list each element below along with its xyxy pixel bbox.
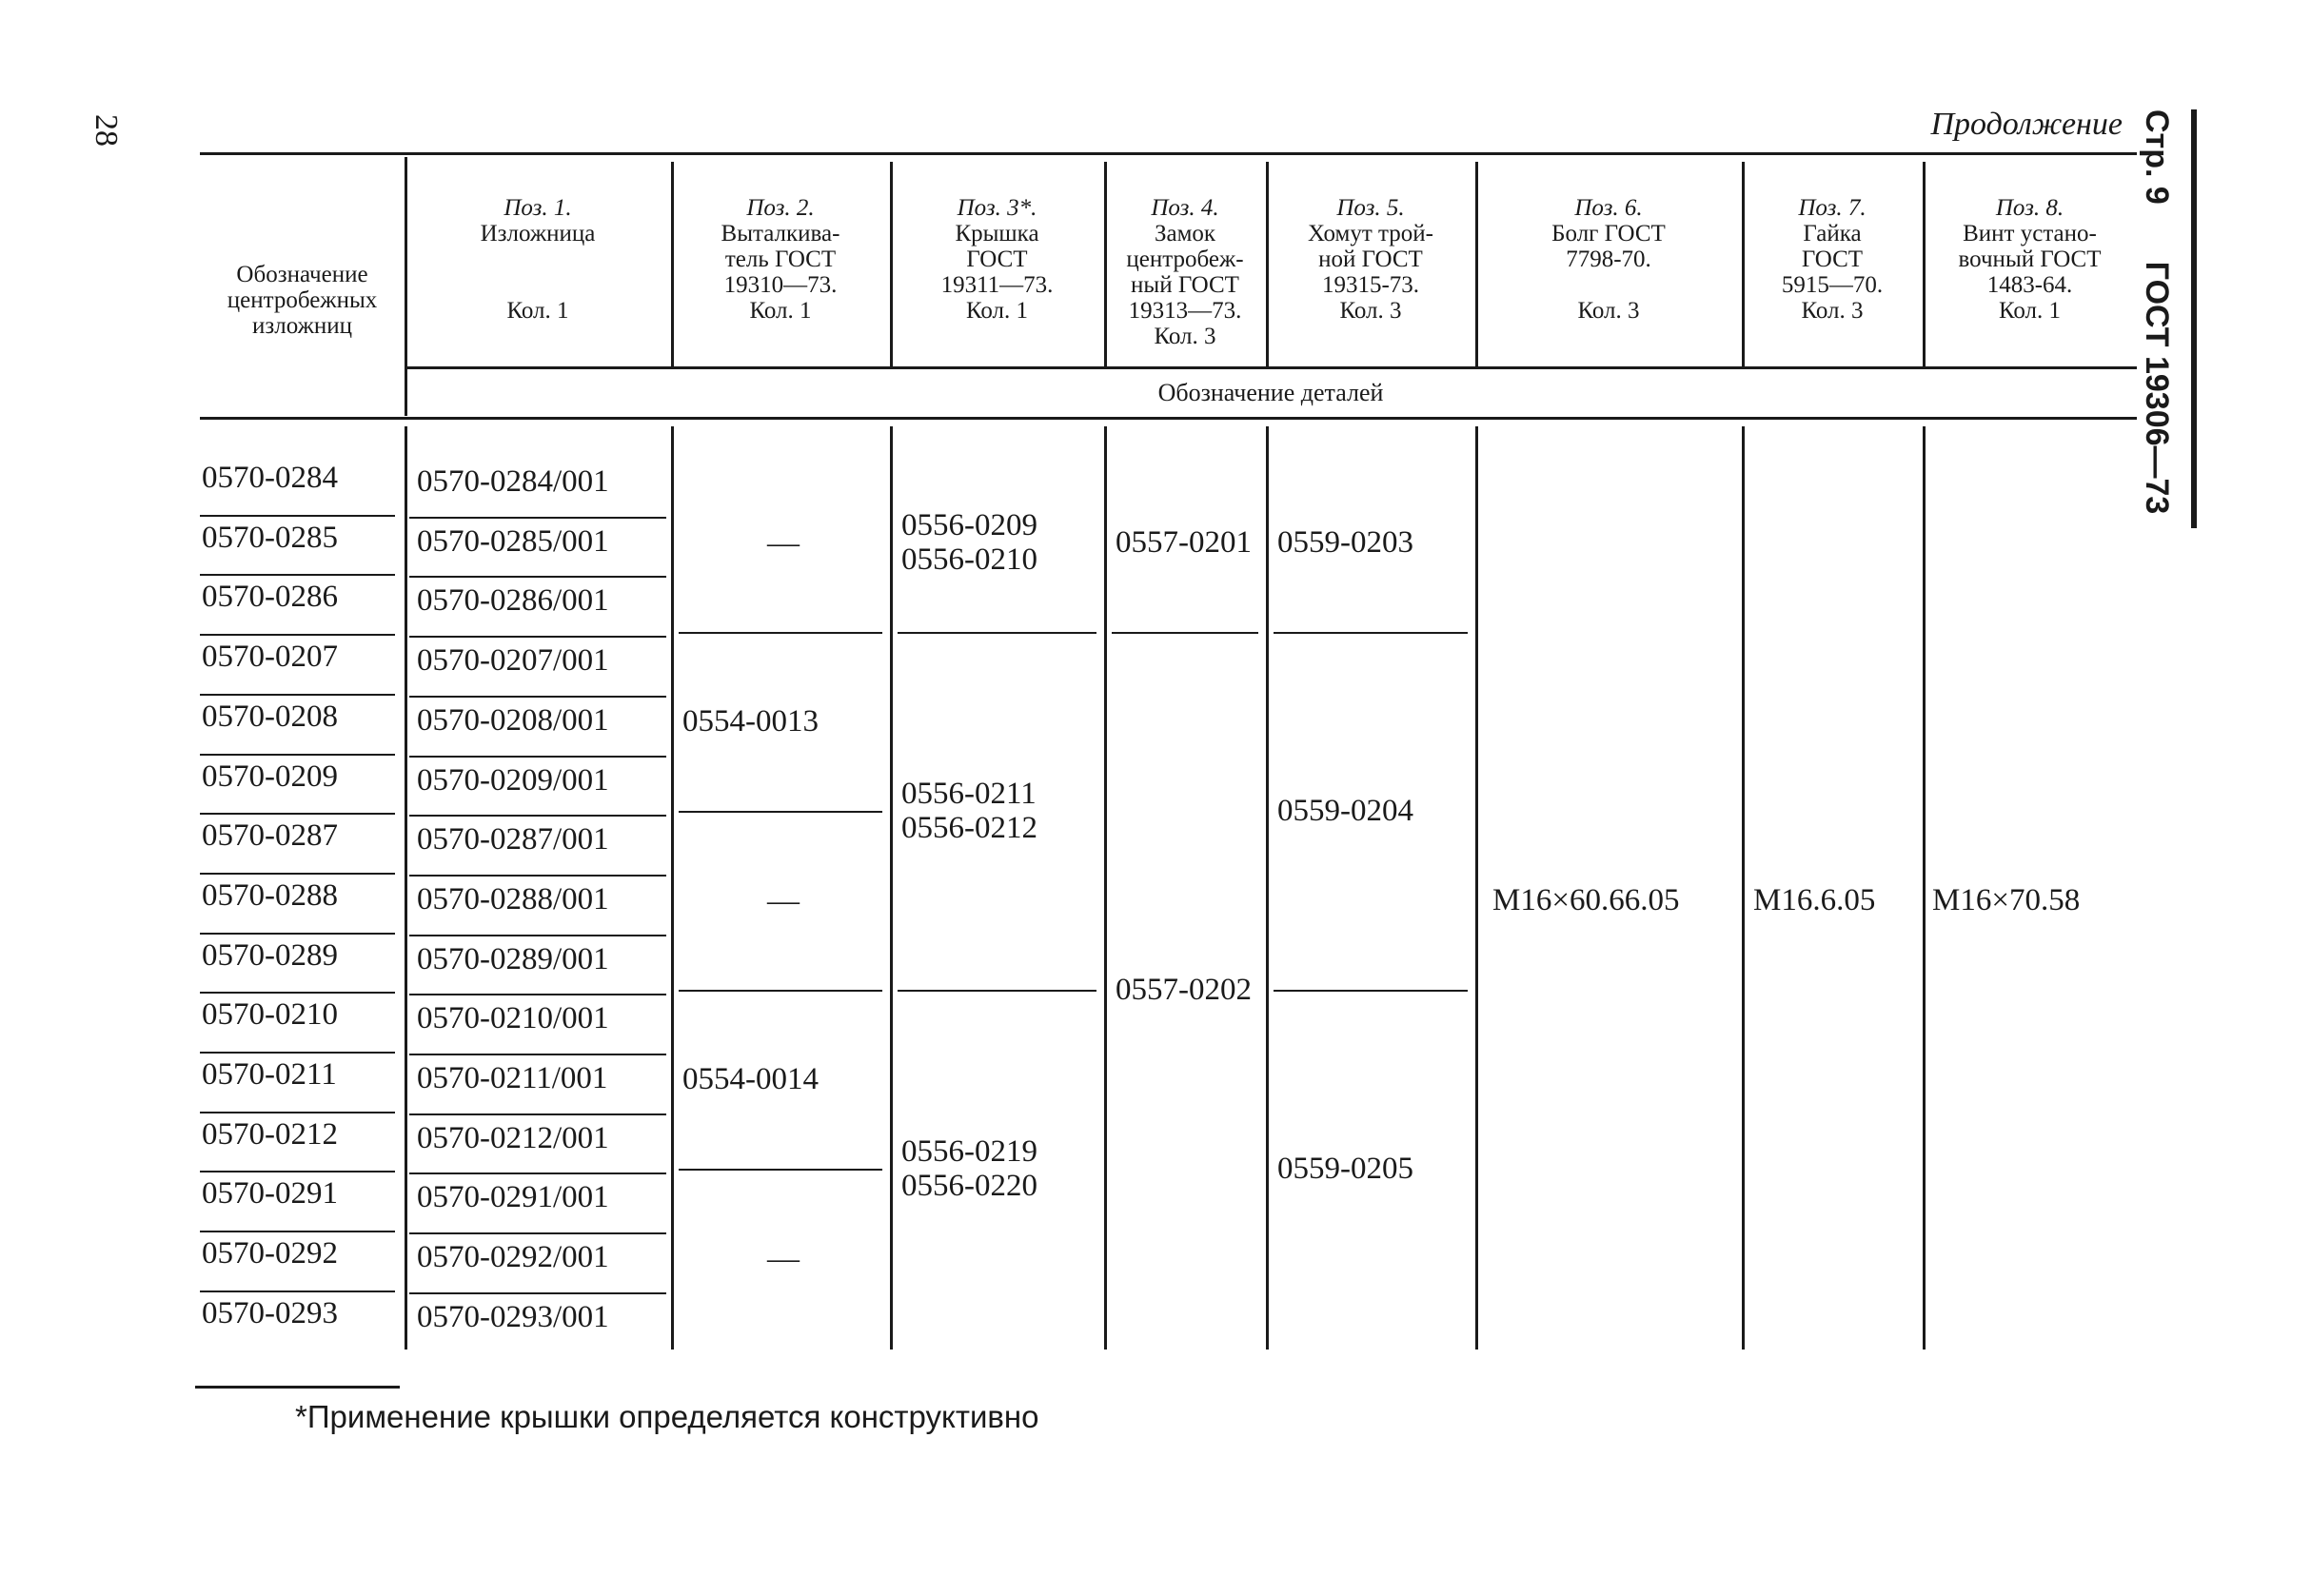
- pos1-row-rule: [409, 815, 666, 817]
- body-col-divider: [1923, 426, 1926, 1350]
- mold-designation: 0570-0292: [202, 1236, 338, 1271]
- header-col-divider: [671, 162, 674, 366]
- pos1-row-rule: [409, 1054, 666, 1055]
- header-inner-rule: [405, 366, 2137, 369]
- pos1-row-rule: [409, 935, 666, 936]
- header-line: 19311—73.: [940, 272, 1054, 298]
- header-line: Изложница: [480, 221, 596, 246]
- mold-designation: 0570-0209: [202, 759, 338, 794]
- pos2-value-line: 0554-0014: [682, 1062, 819, 1097]
- pos3-value-line: 0556-0210: [901, 542, 1037, 578]
- header-col-divider: [1923, 162, 1926, 366]
- pos2-value-group-rule: [679, 1169, 882, 1171]
- pos1-row-rule: [409, 636, 666, 638]
- footnote-rule: [195, 1386, 400, 1389]
- pos4-value-group-rule: [1112, 632, 1258, 634]
- mold-designation: 0570-0207: [202, 640, 338, 675]
- header-col-0: [204, 262, 401, 339]
- pos4-value-line: 0557-0201: [1116, 525, 1252, 561]
- pos6-value: М16×60.66.05: [1492, 883, 1680, 918]
- mold-designation: 0570-0286: [202, 580, 338, 615]
- pos1-designation: 0570-0289/001: [417, 941, 609, 976]
- header-line: ГОСТ: [1801, 246, 1864, 272]
- mold-row-rule: [200, 1112, 395, 1113]
- mold-row-rule: [200, 933, 395, 935]
- pos3-value-group-rule: [898, 632, 1096, 634]
- header-line: Кол. 1: [1998, 298, 2062, 324]
- header-line: 19313—73.: [1128, 298, 1242, 324]
- pos3-value-line: 0556-0209: [901, 508, 1037, 543]
- mold-row-rule: [200, 873, 395, 875]
- header-col-divider: [1104, 162, 1107, 366]
- mold-row-rule: [200, 813, 395, 815]
- mold-designation: 0570-0285: [202, 520, 338, 555]
- mold-row-rule: [200, 574, 395, 576]
- body-col-divider: [1104, 426, 1107, 1350]
- continuation-label: Продолжение: [1930, 107, 2123, 142]
- header-line: ный ГОСТ: [1131, 272, 1239, 298]
- pos3-value-group-rule: [898, 990, 1096, 992]
- pos2-value: [767, 525, 800, 562]
- header-col-3: [894, 195, 1100, 324]
- pos2-value-line: 0554-0013: [682, 704, 819, 739]
- header-col-divider: [890, 162, 893, 366]
- pos1-designation: 0570-0207/001: [417, 643, 609, 679]
- mold-designation: 0570-0293: [202, 1295, 338, 1330]
- header-line: [408, 246, 667, 272]
- body-col-divider: [1475, 426, 1478, 1350]
- pos1-designation: 0570-0287/001: [417, 822, 609, 857]
- mold-designation: 0570-0288: [202, 877, 338, 913]
- header-line: Кол. 3: [1154, 324, 1216, 349]
- pos1-row-rule: [409, 696, 666, 698]
- header-pos-label: Поз. 8.: [1995, 195, 2064, 221]
- pos1-designation: 0570-0208/001: [417, 702, 609, 738]
- pos5-value-group-rule: [1274, 990, 1468, 992]
- pos3-value-line: 0556-0219: [901, 1134, 1037, 1170]
- header-col-divider: [1475, 162, 1478, 366]
- pos1-designation: 0570-0286/001: [417, 583, 609, 619]
- body-col-divider: [405, 426, 407, 1350]
- mold-designation: 0570-0208: [202, 699, 338, 734]
- pos1-designation: 0570-0291/001: [417, 1180, 609, 1215]
- pos5-value: [1277, 525, 1413, 560]
- header-line: Кол. 1: [749, 298, 812, 324]
- pos5-value-line: 0559-0204: [1277, 794, 1413, 829]
- mold-row-rule: [200, 1231, 395, 1232]
- pos3-value: [901, 1134, 1037, 1203]
- pos5-value: [1277, 794, 1413, 828]
- header-line: Кол. 3: [1339, 298, 1402, 324]
- header-line: Замок: [1154, 221, 1216, 246]
- header-line: Обозначение: [236, 262, 368, 287]
- pos4-value: [1116, 973, 1252, 1007]
- footnote: *Применение крышки определяется конструктивно: [295, 1399, 1039, 1434]
- body-col-divider: [671, 426, 674, 1350]
- pos5-value: [1277, 1152, 1413, 1186]
- header-line: Крышка: [955, 221, 1039, 246]
- pos1-row-rule: [409, 517, 666, 519]
- table-top-rule: [200, 152, 2137, 155]
- header-line: [1479, 272, 1738, 298]
- mold-row-rule: [200, 694, 395, 696]
- pos5-value-line: 0559-0205: [1277, 1152, 1413, 1187]
- pos1-designation: 0570-0285/001: [417, 523, 609, 559]
- header-line: изложниц: [251, 313, 353, 339]
- pos1-designation: 0570-0293/001: [417, 1299, 609, 1334]
- pos2-value-line: —: [767, 525, 800, 562]
- mold-designation: 0570-0289: [202, 937, 338, 973]
- header-line: центробежных: [227, 287, 378, 313]
- pos2-value-group-rule: [679, 632, 882, 634]
- header-pos-label: Поз. 6.: [1574, 195, 1643, 221]
- mold-designation: 0570-0291: [202, 1176, 338, 1212]
- header-col-divider: [405, 157, 407, 416]
- header-line: Кол. 1: [506, 298, 569, 324]
- header-line: Винт устано-: [1963, 221, 2097, 246]
- header-line: центробеж-: [1126, 246, 1244, 272]
- header-line: 1483-64.: [1986, 272, 2073, 298]
- header-line: 19315-73.: [1321, 272, 1420, 298]
- pos4-value-line: 0557-0202: [1116, 973, 1252, 1008]
- header-pos-label: Поз. 2.: [746, 195, 815, 221]
- header-col-2: [675, 195, 886, 324]
- pos5-value-line: 0559-0203: [1277, 525, 1413, 561]
- pos3-value-line: 0556-0211: [901, 777, 1037, 812]
- header-col-divider: [1742, 162, 1745, 366]
- mold-row-rule: [200, 634, 395, 636]
- mold-designation: 0570-0212: [202, 1116, 338, 1152]
- details-header: Обозначение деталей: [1157, 379, 1384, 406]
- pos2-value-group-rule: [679, 990, 882, 992]
- pos2-value-group-rule: [679, 811, 882, 813]
- pos1-designation: 0570-0212/001: [417, 1120, 609, 1155]
- header-pos-label: Поз. 5.: [1336, 195, 1405, 221]
- pos1-designation: 0570-0292/001: [417, 1240, 609, 1275]
- pos2-value-line: —: [767, 883, 800, 919]
- mold-row-rule: [200, 1052, 395, 1054]
- header-col-8: [1926, 195, 2133, 324]
- pos1-row-rule: [409, 576, 666, 578]
- pos3-value: [901, 777, 1037, 845]
- mold-row-rule: [200, 992, 395, 994]
- side-rule: [2191, 109, 2197, 528]
- mold-designation: 0570-0211: [202, 1057, 337, 1092]
- pos2-value: [682, 1062, 819, 1096]
- pos1-designation: 0570-0210/001: [417, 1001, 609, 1036]
- header-line: Кол. 3: [1801, 298, 1864, 324]
- pos2-value: [767, 1241, 800, 1277]
- body-col-divider: [1266, 426, 1269, 1350]
- pos1-row-rule: [409, 1232, 666, 1234]
- header-col-divider: [1266, 162, 1269, 366]
- header-bottom-rule: [200, 417, 2137, 420]
- header-pos-label: Поз. 1.: [504, 195, 572, 221]
- header-col-4: [1108, 195, 1262, 349]
- header-line: вочный ГОСТ: [1958, 246, 2102, 272]
- side-page-label: Стр. 9: [2139, 109, 2175, 205]
- pos1-row-rule: [409, 875, 666, 877]
- mold-designation: 0570-0287: [202, 818, 338, 854]
- pos1-designation: 0570-0288/001: [417, 881, 609, 916]
- header-col-7: [1746, 195, 1919, 324]
- pos1-row-rule: [409, 1172, 666, 1174]
- pos2-value: [767, 883, 800, 919]
- pos2-value-line: —: [767, 1241, 800, 1277]
- mold-row-rule: [200, 1291, 395, 1292]
- pos1-row-rule: [409, 1292, 666, 1294]
- pos3-value-line: 0556-0220: [901, 1169, 1037, 1204]
- pos1-designation: 0570-0209/001: [417, 762, 609, 798]
- header-line: Хомут трой-: [1308, 221, 1433, 246]
- header-line: Кол. 1: [965, 298, 1029, 324]
- pos5-value-group-rule: [1274, 632, 1468, 634]
- body-col-divider: [890, 426, 893, 1350]
- header-line: ной ГОСТ: [1318, 246, 1423, 272]
- header-pos-label: Поз. 7.: [1798, 195, 1867, 221]
- pos1-designation: 0570-0211/001: [417, 1061, 608, 1095]
- header-pos-label: Поз. 4.: [1151, 195, 1219, 221]
- header-col-6: [1479, 195, 1738, 324]
- header-line: 7798-70.: [1566, 246, 1651, 272]
- header-line: Кол. 3: [1577, 298, 1640, 324]
- header-line: Болг ГОСТ: [1551, 221, 1666, 246]
- header-line: тель ГОСТ: [724, 246, 837, 272]
- header-line: [408, 272, 667, 298]
- header-col-5: [1270, 195, 1472, 324]
- pos2-value: [682, 704, 819, 739]
- header-pos-label: Поз. 3*.: [957, 195, 1037, 221]
- pos1-row-rule: [409, 1113, 666, 1115]
- mold-row-rule: [200, 1171, 395, 1172]
- header-line: 19310—73.: [723, 272, 838, 298]
- mold-designation: 0570-0210: [202, 997, 338, 1033]
- mold-row-rule: [200, 754, 395, 756]
- header-line: Гайка: [1803, 221, 1862, 246]
- side-header: [2127, 109, 2175, 538]
- pos3-value: [901, 508, 1037, 577]
- pos3-value-line: 0556-0212: [901, 811, 1037, 846]
- side-standard: ГОСТ 19306—73: [2139, 261, 2175, 515]
- mold-row-rule: [200, 515, 395, 517]
- pos1-designation: 0570-0284/001: [417, 464, 609, 499]
- pos7-value: М16.6.05: [1753, 883, 1876, 918]
- pos4-value: [1116, 525, 1252, 560]
- page-number: 28: [89, 114, 124, 147]
- header-col-1: [408, 195, 667, 324]
- pos8-value: М16×70.58: [1932, 883, 2081, 918]
- header-line: ГОСТ: [966, 246, 1028, 272]
- header-line: 5915—70.: [1781, 272, 1884, 298]
- pos1-row-rule: [409, 756, 666, 758]
- pos1-row-rule: [409, 994, 666, 995]
- mold-designation: 0570-0284: [202, 461, 338, 495]
- header-line: Выталкива-: [721, 221, 840, 246]
- body-col-divider: [1742, 426, 1745, 1350]
